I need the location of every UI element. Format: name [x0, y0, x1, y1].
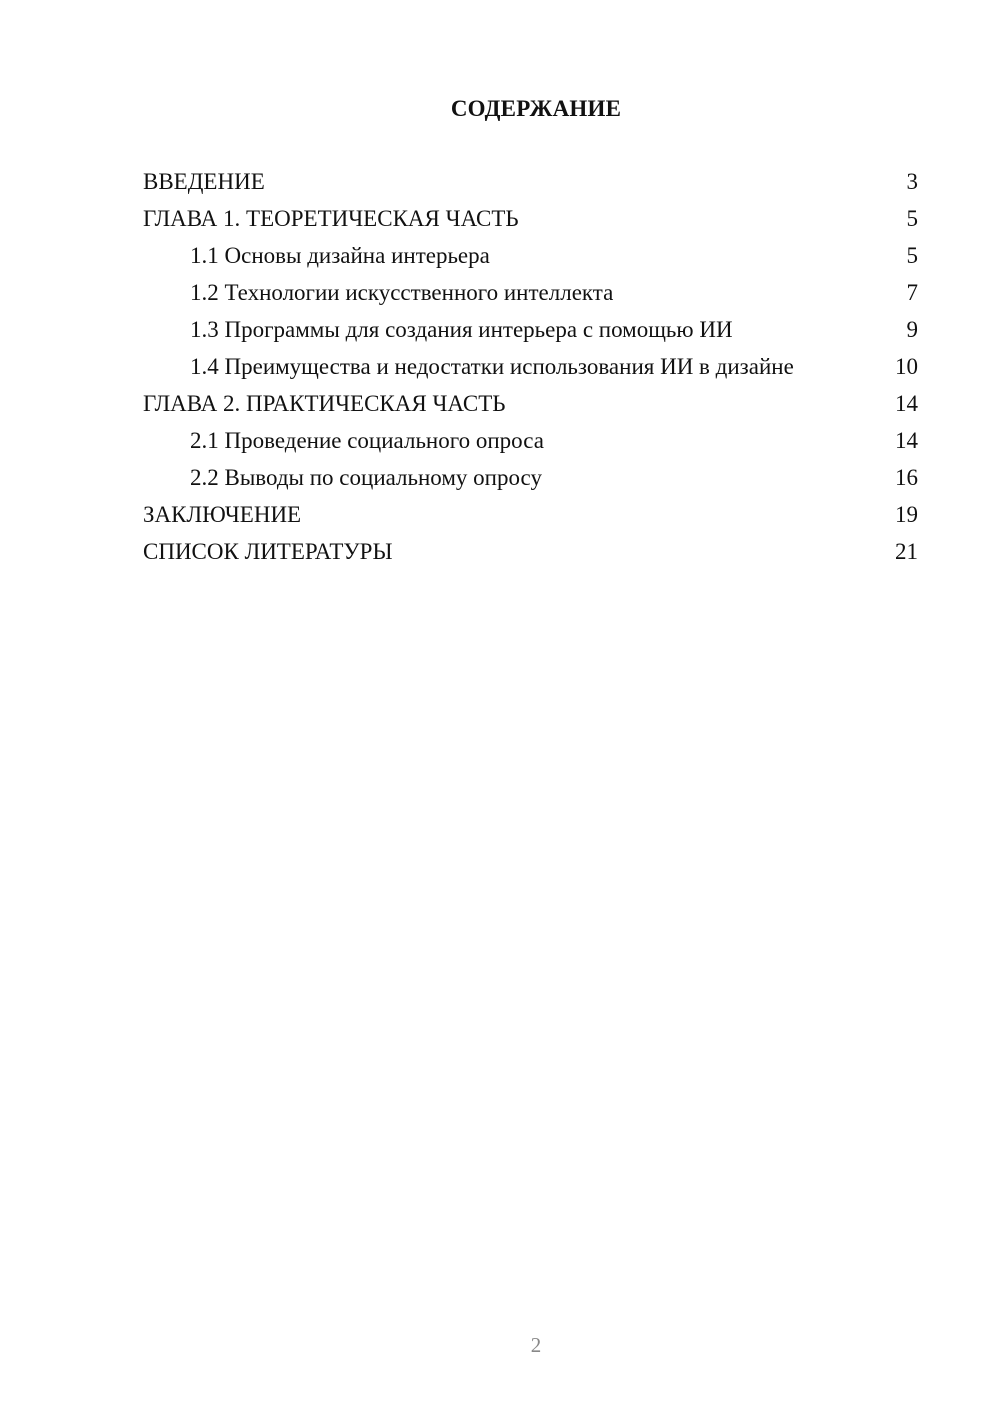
toc-entry-page: 19: [895, 502, 918, 527]
toc-entry-label: 1.1 Основы дизайна интерьера: [190, 243, 490, 268]
toc-entry-page: 16: [895, 465, 918, 490]
toc-entry-conclusion[interactable]: [143, 501, 918, 529]
toc-entry-page: 14: [895, 391, 918, 416]
toc-entry-label: ВВЕДЕНИЕ: [143, 169, 265, 194]
toc-entry-chapter-2[interactable]: [143, 390, 918, 418]
page-number: 2: [530, 1333, 542, 1357]
toc-entry-page: 10: [895, 354, 918, 379]
toc-entry-page: 5: [906, 206, 918, 231]
toc-entry-label: СПИСОК ЛИТЕРАТУРЫ: [143, 539, 393, 564]
toc-entry-bibliography[interactable]: [143, 538, 918, 566]
toc-entry-introduction[interactable]: [143, 168, 918, 196]
toc-entry-label: ЗАКЛЮЧЕНИЕ: [143, 502, 302, 527]
toc-entry-label: 2.2 Выводы по социальному опросу: [190, 465, 542, 490]
toc-entry-label: ГЛАВА 1. ТЕОРЕТИЧЕСКАЯ ЧАСТЬ: [143, 206, 519, 231]
toc-entry-section-1-2[interactable]: [143, 279, 918, 307]
toc-entry-section-1-1[interactable]: [143, 242, 918, 270]
toc-entry-label: 2.1 Проведение социального опроса: [190, 428, 544, 453]
toc-entry-page: 5: [906, 243, 918, 268]
toc-entry-section-1-3[interactable]: [143, 316, 918, 344]
toc-entry-section-1-4[interactable]: [143, 353, 918, 381]
toc-entry-page: 9: [906, 317, 918, 342]
toc-entry-chapter-1[interactable]: [143, 205, 918, 233]
toc-entry-label: 1.4 Преимущества и недостатки использования ИИ в дизайне: [190, 354, 794, 379]
toc-entry-page: 3: [906, 169, 918, 194]
toc-entry-section-2-1[interactable]: [143, 427, 918, 455]
toc-entry-page: 14: [895, 428, 918, 453]
toc-entry-page: 7: [906, 280, 918, 305]
toc-list: [143, 168, 918, 575]
toc-entry-section-2-2[interactable]: [143, 464, 918, 492]
toc-entry-label: 1.3 Программы для создания интерьера с помощью ИИ: [190, 317, 733, 342]
toc-entry-label: 1.2 Технологии искусственного интеллекта: [190, 280, 614, 305]
toc-entry-page: 21: [895, 539, 918, 564]
toc-title: СОДЕРЖАНИЕ: [450, 96, 622, 121]
toc-entry-label: ГЛАВА 2. ПРАКТИЧЕСКАЯ ЧАСТЬ: [143, 391, 506, 416]
